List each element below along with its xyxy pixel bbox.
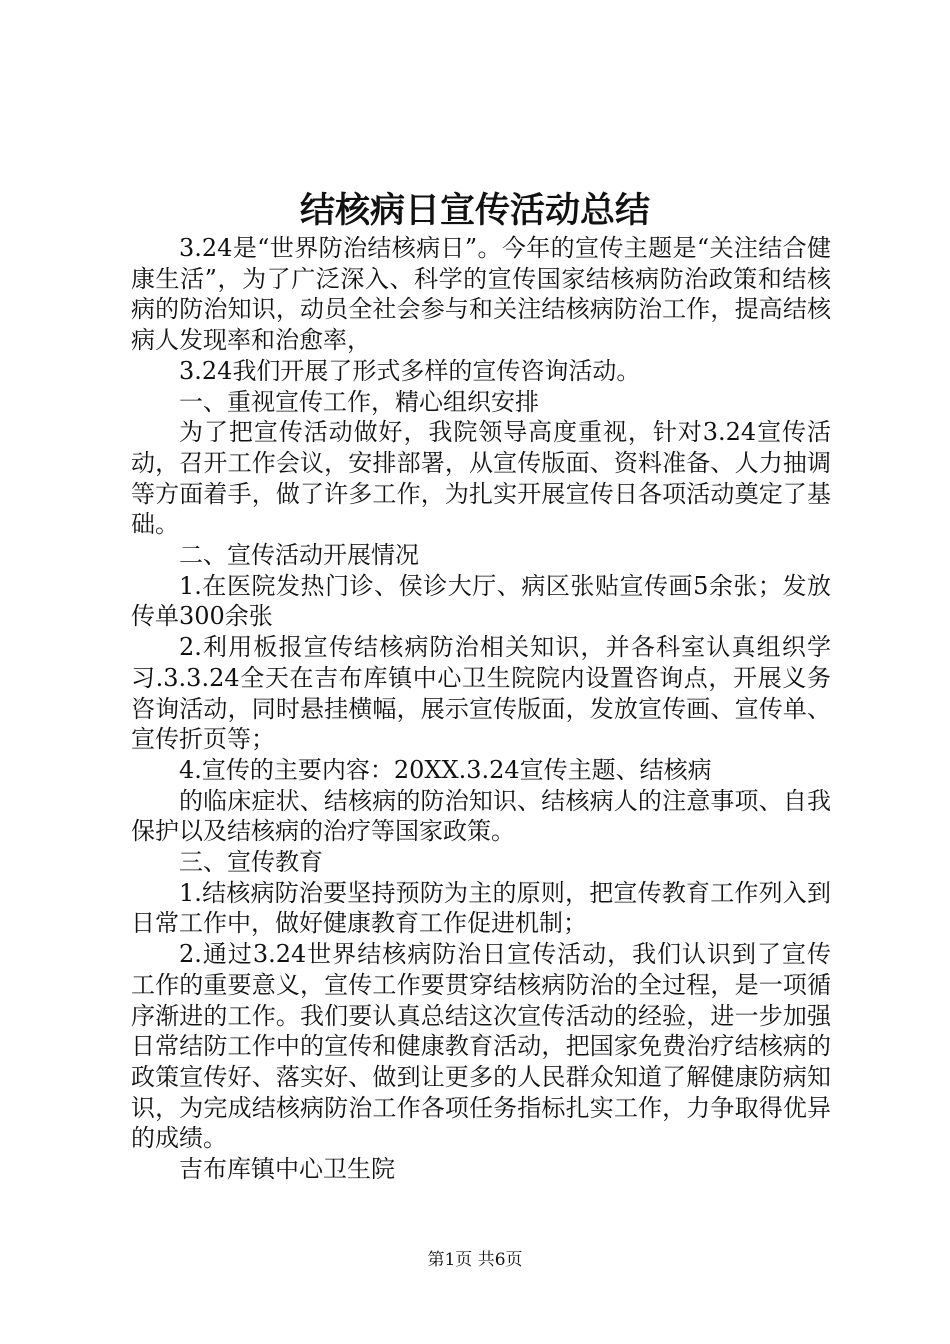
paragraph-item-4: 4.宣传的主要内容：20XX.3.24宣传主题、结核病 xyxy=(179,755,712,784)
paragraph-intro: 3.24是“世界防治结核病日”。今年的宣传主题是“关注结合健康生活”，为了广泛深入、科学的宣传国家结核病防治政策和结核病的防治知识，动员全社会参与和关注结核病防治工作，提高结核病人发现率和治愈率， xyxy=(131,234,831,355)
paragraph-section-1: 为了把宣传活动做好，我院领导高度重视，针对3.24宣传活动，召开工作会议，安排部署，从宣传版面、资料准备、人力抽调等方面着手，做了许多工作，为扎实开展宣传日各项活动奠定了基础。 xyxy=(131,418,831,539)
paragraph-item-1: 1.在医院发热门诊、侯诊大厅、病区张贴宣传画5余张；发放传单300余张 xyxy=(131,571,831,631)
paragraph-item-4-cont: 的临床症状、结核病的防治知识、结核病人的注意事项、自我保护以及结核病的治疗等国家政策。 xyxy=(131,786,831,846)
paragraph-edu-2: 2.通过3.24世界结核病防治日宣传活动，我们认识到了宣传工作的重要意义，宣传工作要贯穿结核病防治的全过程，是一项循序渐进的工作。我们要认真总结这次宣传活动的经验，进一步加强日常结防工作中的宣传和健康教育活动，把国家免费治疗结核病的政策宣传好、落实好、做到让更多的人民群众知道了解健康防病知识，为完成结核病防治工作各项任务指标扎实工作，力争取得优异的成绩。 xyxy=(131,940,831,1153)
heading-section-1: 一、重视宣传工作，精心组织安排 xyxy=(179,387,539,416)
signature-org: 吉布库镇中心卫生院 xyxy=(179,1155,395,1184)
paragraph-activity: 3.24我们开展了形式多样的宣传咨询活动。 xyxy=(179,356,641,385)
paragraph-item-2: 2.利用板报宣传结核病防治相关知识，并各科室认真组织学习.3.3.24全天在吉布库镇中心卫生院院内设置咨询点，开展义务咨询活动，同时悬挂横幅，展示宣传版面，发放宣传画、宣传单、宣传折页等； xyxy=(131,633,831,754)
heading-section-2: 二、宣传活动开展情况 xyxy=(179,541,419,570)
document-body xyxy=(131,233,831,1185)
heading-section-3: 三、宣传教育 xyxy=(179,848,323,877)
paragraph-edu-1: 1.结核病防治要坚持预防为主的原则，把宣传教育工作列入到日常工作中，做好健康教育工作促进机制； xyxy=(131,878,831,938)
document-title: 结核病日宣传活动总结 xyxy=(299,191,650,231)
page-footer: 第1页 共6页 xyxy=(427,1250,523,1270)
